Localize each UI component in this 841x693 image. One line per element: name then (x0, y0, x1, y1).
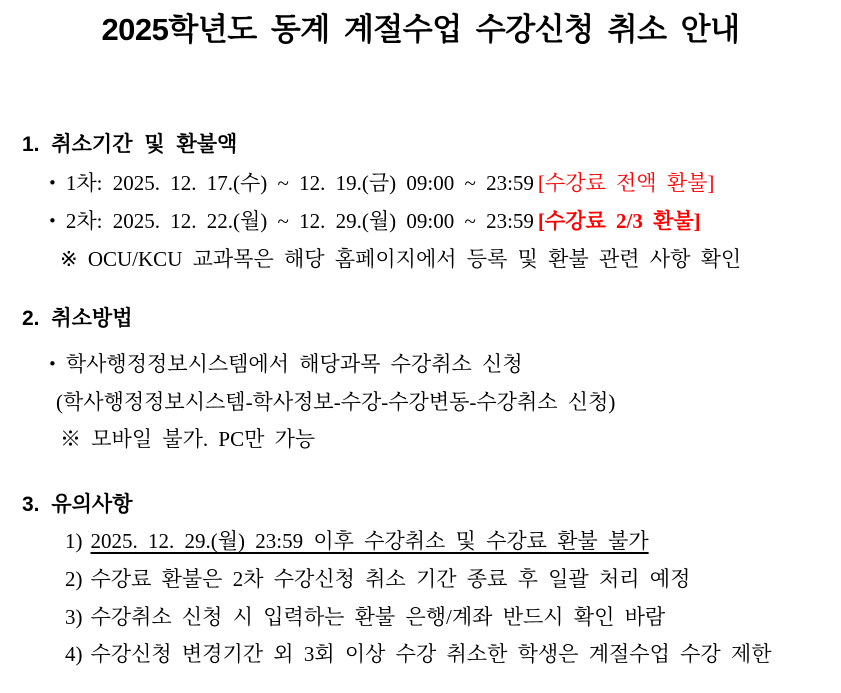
item-text-deadline-warning: 2025. 12. 29.(월) 23:59 이후 수강취소 및 수강료 환불 불가 (90, 529, 649, 553)
item-number: 3) (65, 605, 83, 629)
item-number: 4) (65, 642, 83, 666)
first-period-text: 1차: 2025. 12. 17.(수) ~ 12. 19.(금) 09:00 ~ 23:59 (65, 171, 534, 195)
section3-item-3 (65, 604, 665, 630)
bullet-icon: • (48, 212, 57, 230)
section1-bullet-first-period (48, 170, 714, 196)
second-period-refund-label: [수강료 2/3 환불] (537, 209, 701, 233)
item-number: 1) (65, 529, 83, 553)
bullet-icon: • (48, 174, 57, 192)
item-text-bank-account-check: 수강취소 신청 시 입력하는 환불 은행/계좌 반드시 확인 바람 (90, 605, 666, 629)
first-period-refund-label: [수강료 전액 환불] (537, 171, 715, 195)
section2-heading: 2. 취소방법 (22, 307, 133, 330)
section3-heading: 3. 유의사항 (22, 493, 133, 516)
section2-bullet-method (48, 351, 523, 377)
item-text-refund-processing: 수강료 환불은 2차 수강신청 취소 기간 종료 후 일괄 처리 예정 (90, 567, 691, 591)
bullet-icon: • (48, 355, 57, 373)
section1-bullet-second-period (48, 208, 701, 234)
section3-item-1 (65, 528, 649, 554)
second-period-text: 2차: 2025. 12. 22.(월) ~ 12. 29.(월) 09:00 ~ 23:59 (65, 209, 534, 233)
section2-note-pc-only: ※ 모바일 불가. PC만 가능 (60, 427, 316, 451)
method-text: 학사행정정보시스템에서 해당과목 수강취소 신청 (65, 352, 523, 376)
section1-heading: 1. 취소기간 및 환불액 (22, 133, 238, 156)
section3-item-4 (65, 641, 772, 667)
item-number: 2) (65, 567, 83, 591)
section3-item-2 (65, 566, 690, 592)
page-title: 2025학년도 동계 계절수업 수강신청 취소 안내 (101, 12, 740, 47)
section2-menu-path: (학사행정정보시스템-학사정보-수강-수강변동-수강취소 신청) (56, 390, 616, 414)
section1-note-ocu-kcu: ※ OCU/KCU 교과목은 해당 홈페이지에서 등록 및 환불 관련 사항 확인 (60, 247, 742, 271)
item-text-cancellation-limit: 수강신청 변경기간 외 3회 이상 수강 취소한 학생은 계절수업 수강 제한 (90, 642, 772, 666)
